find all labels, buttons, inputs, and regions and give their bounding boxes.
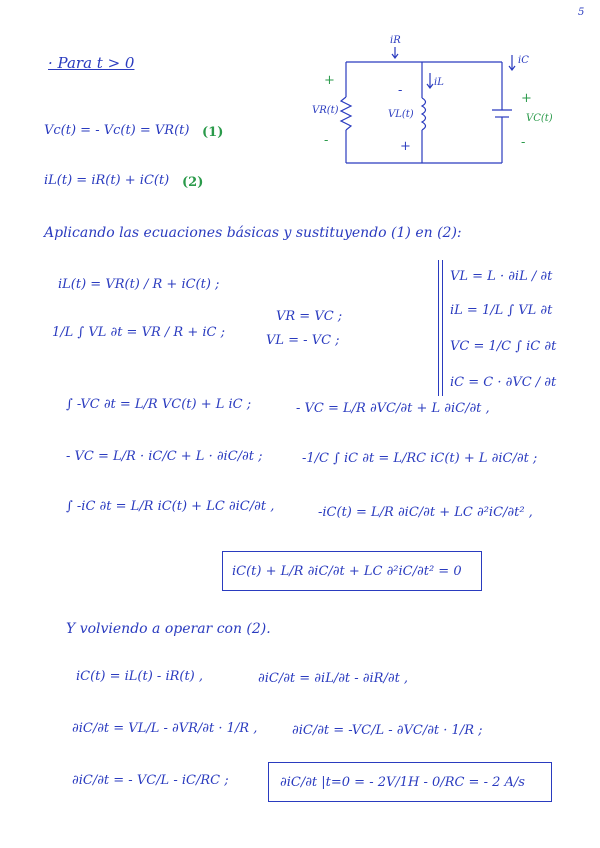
equation-2-tag: (2) [182,175,204,190]
derivation-line-3a: ∫ -VC ∂t = L/R VC(t) + L iC ; [66,397,252,412]
derivation-line-5a: ∫ -iC ∂t = L/R iC(t) + LC ∂iC/∂t , [66,499,275,514]
current-il-label: iL [434,77,444,88]
basic-relations-rule [438,260,443,396]
intro-sentence-2: Y volviendo a operar con (2). [66,621,271,637]
vc-label: VC(t) [526,113,553,124]
basic-relation-il: iL = 1/L ∫ VL ∂t [450,303,553,318]
derivation-line-5b: -iC(t) = L/R ∂iC/∂t + LC ∂²iC/∂t² , [318,505,533,520]
basic-relation-vc: VC = 1/C ∫ iC ∂t [450,339,557,354]
vr-label: VR(t) [312,105,339,116]
equation-2: iL(t) = iR(t) + iC(t) [44,173,170,188]
basic-relation-ic: iC = C · ∂VC / ∂t [450,375,557,390]
derivation2-line-1a: iC(t) = iL(t) - iR(t) , [76,669,204,684]
derivation2-line-3a: ∂iC/∂t = - VC/L - iC/RC ; [72,773,229,788]
derivation2-line-2a: ∂iC/∂t = VL/L - ∂VR/∂t · 1/R , [72,721,258,736]
vl-minus-sign: - [398,83,403,98]
derivation2-line-2b: ∂iC/∂t = -VC/L - ∂VC/∂t · 1/R ; [292,723,483,738]
current-ic-label: iC [518,55,529,66]
derivation2-line-3b: ∂iC/∂t |t=0 = - 2V/1H - 0/RC = - 2 A/s [280,775,525,790]
vr-minus-sign: - [324,133,329,148]
vc-plus-sign: + [521,91,532,106]
derivation-line-2a: 1/L ∫ VL ∂t = VR / R + iC ; [52,325,225,340]
vl-plus-sign: + [400,139,411,154]
equation-1: Vc(t) = - Vc(t) = VR(t) [44,123,190,138]
derivation-line-3b: - VC = L/R ∂VC/∂t + L ∂iC/∂t , [296,401,490,416]
derivation2-line-1b: ∂iC/∂t = ∂iL/∂t - ∂iR/∂t , [258,671,409,686]
derivation-line-2c: VL = - VC ; [266,333,340,348]
vl-label: VL(t) [388,109,414,120]
vc-minus-sign: - [521,135,526,150]
current-ir-label: iR [390,35,401,46]
intro-sentence: Aplicando las ecuaciones básicas y sustituyendo (1) en (2): [44,225,462,241]
equation-1-tag: (1) [202,125,224,140]
derivation-line-1: iL(t) = VR(t) / R + iC(t) ; [58,277,220,292]
section-heading: · Para t > 0 [48,54,135,72]
derivation-line-4b: -1/C ∫ iC ∂t = L/RC iC(t) + L ∂iC/∂t ; [302,451,538,466]
vr-plus-sign: + [324,73,335,88]
derivation-line-4a: - VC = L/R · iC/C + L · ∂iC/∂t ; [66,449,263,464]
page-number: 5 [578,7,585,18]
basic-relation-vl: VL = L · ∂iL / ∂t [450,269,553,284]
boxed-equation: iC(t) + L/R ∂iC/∂t + LC ∂²iC/∂t² = 0 [232,564,462,579]
derivation-line-2b: VR = VC ; [276,309,343,324]
